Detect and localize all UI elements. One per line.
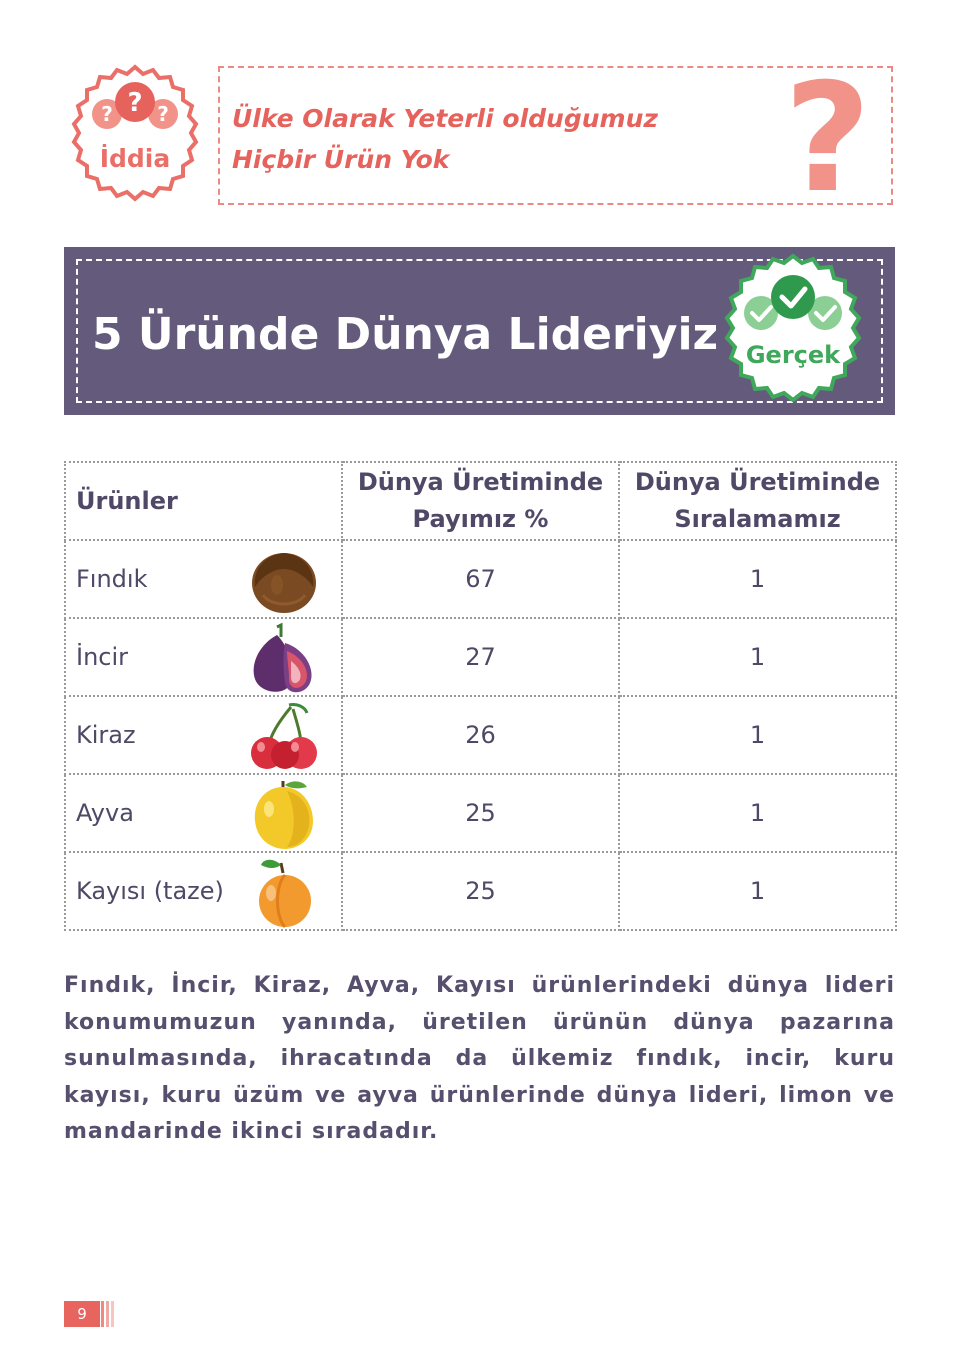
- svg-text:?: ?: [157, 102, 169, 126]
- product-cell: [65, 618, 342, 696]
- products-table: [64, 461, 897, 931]
- share-value: 26: [342, 696, 619, 774]
- rank-value: 1: [619, 774, 896, 852]
- quince-icon: [247, 777, 321, 851]
- product-cell: [65, 696, 342, 774]
- share-value: 25: [342, 852, 619, 930]
- apricot-icon: [247, 855, 321, 929]
- share-value: 67: [342, 540, 619, 618]
- header-products: Ürünler: [65, 462, 342, 540]
- rank-value: 1: [619, 540, 896, 618]
- body-paragraph: Fındık, İncir, Kiraz, Ayva, Kayısı ürünlerindeki dünya lideri konumumuzun yanında, üretilen ürünün dünya pazarına sunulmasında, ihracatında da ülkemiz fındık, incir, kuru kayısı, kuru üzüm ve ayva ürünlerinde dünya lideri, limon ve mandarinde ikinci sıradadır.: [64, 973, 895, 1144]
- page-number-stripes: [101, 1301, 114, 1327]
- fact-badge-seal-icon: [714, 251, 872, 409]
- table-row: [65, 852, 896, 930]
- product-name: Fındık: [76, 565, 148, 593]
- claim-text: [232, 98, 752, 180]
- svg-text:?: ?: [127, 88, 143, 118]
- header-share-line1: Dünya Üretiminde: [357, 468, 604, 496]
- share-value: 27: [342, 618, 619, 696]
- product-cell: [65, 852, 342, 930]
- product-name: İncir: [76, 643, 129, 671]
- product-cell: [65, 540, 342, 618]
- claim-text-line1: Ülke Olarak Yeterli olduğumuz: [232, 104, 658, 133]
- fact-banner: [64, 247, 895, 415]
- header-share: [342, 462, 619, 540]
- header-rank-line2: Sıralamamız: [674, 505, 841, 533]
- product-name: Kiraz: [76, 721, 136, 749]
- fact-title: 5 Üründe Dünya Lideriyiz: [92, 309, 719, 360]
- cherry-icon: [247, 699, 321, 773]
- fig-icon: [247, 621, 321, 695]
- page-number: 9: [64, 1301, 100, 1327]
- claim-badge: [64, 64, 206, 206]
- header-share-line2: Payımız %: [412, 505, 549, 533]
- claim-badge-label: İddia: [99, 144, 171, 173]
- table-row: [65, 696, 896, 774]
- stripe: [111, 1301, 114, 1327]
- question-mark-icon: ?: [783, 52, 871, 226]
- product-cell: [65, 774, 342, 852]
- hazelnut-icon: [247, 543, 321, 617]
- table-row: [65, 540, 896, 618]
- claim-badge-seal-icon: [64, 64, 206, 206]
- claim-box: [218, 52, 893, 226]
- svg-text:?: ?: [101, 102, 113, 126]
- rank-value: 1: [619, 696, 896, 774]
- rank-value: 1: [619, 852, 896, 930]
- table-row: [65, 774, 896, 852]
- claim-text-line2: Hiçbir Ürün Yok: [232, 145, 450, 174]
- header-rank-line1: Dünya Üretiminde: [634, 468, 881, 496]
- stripe: [106, 1301, 109, 1327]
- fact-badge-label: Gerçek: [745, 341, 841, 369]
- header-rank: [619, 462, 896, 540]
- product-name: Kayısı (taze): [76, 877, 224, 905]
- product-name: Ayva: [76, 799, 134, 827]
- table-header-row: [65, 462, 896, 540]
- share-value: 25: [342, 774, 619, 852]
- fact-badge: [714, 251, 872, 409]
- rank-value: 1: [619, 618, 896, 696]
- stripe: [101, 1301, 104, 1327]
- table-row: [65, 618, 896, 696]
